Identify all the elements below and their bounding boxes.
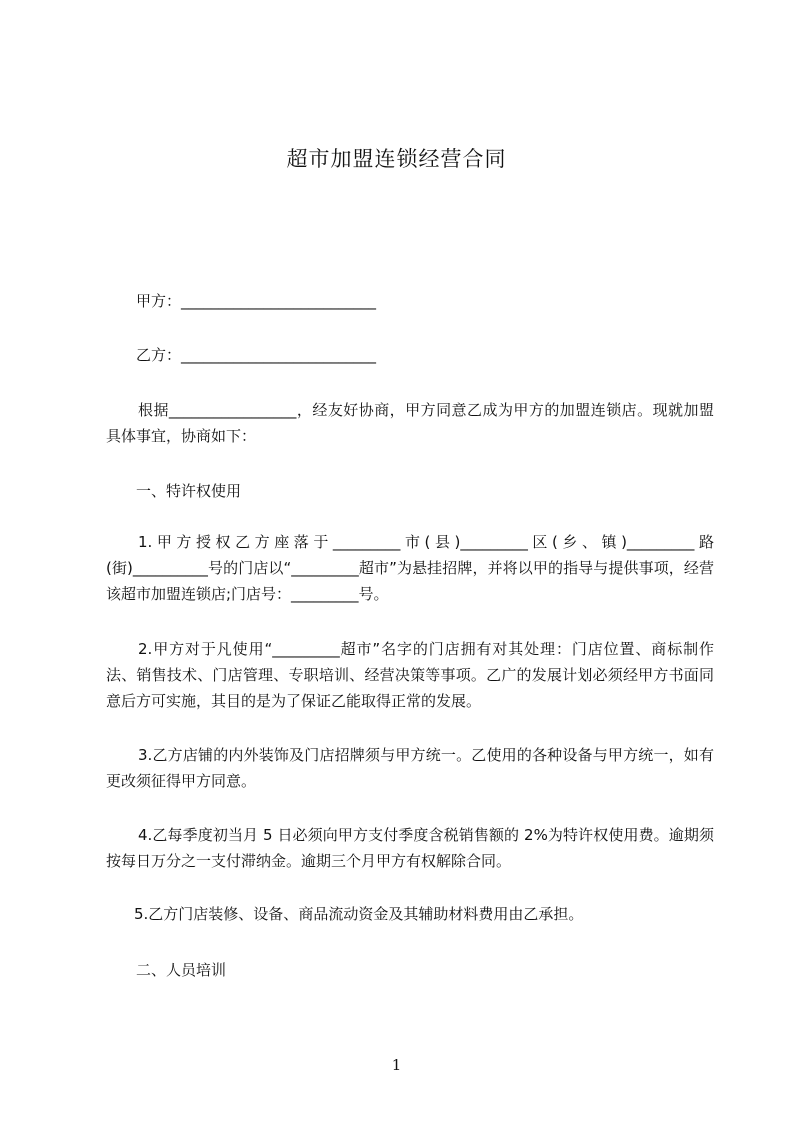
intro-paragraph: 根据_________________，经友好协商，甲方同意乙成为甲方的加盟连锁店。现就加盟具体事宜，协商如下： <box>106 401 714 445</box>
document-title: 超市加盟连锁经营合同 <box>286 147 507 171</box>
clause-4: 4.乙每季度初当月 5 日必须向甲方支付季度含税销售额的 2%为特许权使用费。逾期须按每日万分之一支付滞纳金。逾期三个月甲方有权解除合同。 <box>106 826 714 870</box>
party-b-line: 乙方：__________________________ <box>136 346 377 364</box>
section-heading-1: 一、特许权使用 <box>136 482 242 500</box>
page-number: 1 <box>391 1056 402 1074</box>
clause-5: 5.乙方门店装修、设备、商品流动资金及其辅助材料费用由乙承担。 <box>134 905 584 923</box>
clause-2: 2.甲方对于凡使用“_________超市”名字的门店拥有对其处理：门店位置、商标制作法、销售技术、门店管理、专职培训、经营决策等事项。乙广的发展计划必须经甲方书面同意后方可实施，其目的是为了保证乙能取得正常的发展。 <box>106 640 714 710</box>
section-heading-2: 二、人员培训 <box>136 961 227 979</box>
party-a-line: 甲方：__________________________ <box>136 292 377 310</box>
clause-1: 1.甲方授权乙方座落于_________市(县)_________区(乡、镇)_________路(街)__________号的门店以“_________超市”为悬挂招牌，并将以甲的指导与提供事项，经营该超市加盟连锁店;门店号：_________号。 <box>106 533 714 603</box>
clause-3: 3.乙方店铺的内外装饰及门店招牌须与甲方统一。乙使用的各种设备与甲方统一，如有更改须征得甲方同意。 <box>106 746 714 790</box>
